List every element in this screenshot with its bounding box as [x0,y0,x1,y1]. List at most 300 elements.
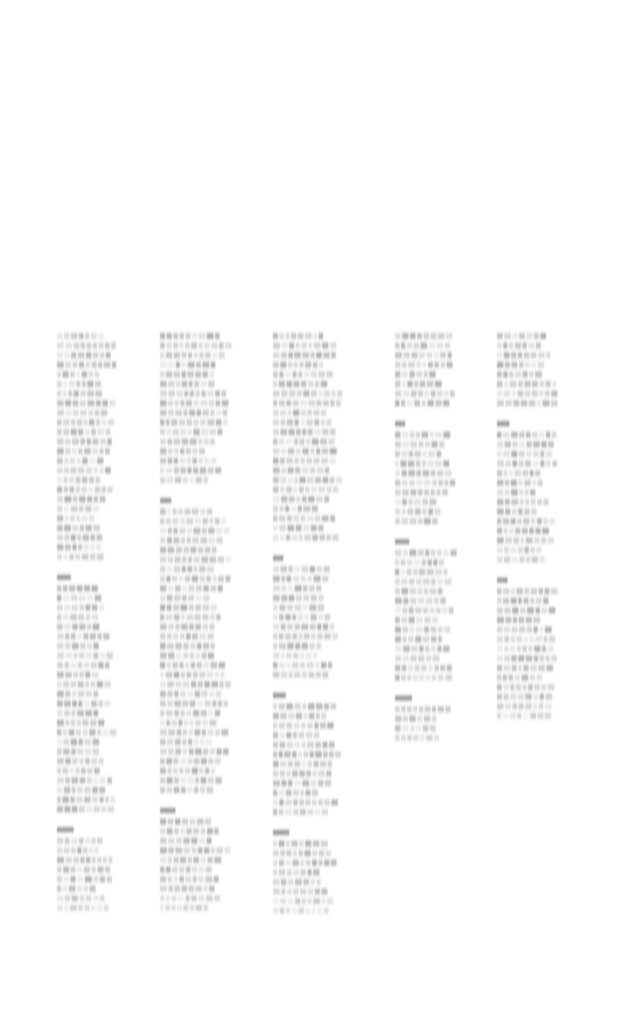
glyph-mark [414,499,421,505]
glyph-mark [538,665,545,671]
glyph-mark [182,819,188,825]
glyph-mark [63,391,67,397]
glyph-mark [101,806,106,812]
glyph-mark [416,461,421,467]
column-top-fade [156,308,233,330]
glyph-mark [530,675,535,681]
glyph-mark [57,477,62,483]
glyph-mark [331,352,336,358]
glyph-mark [180,633,185,639]
glyph-mark [424,518,431,524]
glyph-mark [286,535,290,541]
glyph-mark [198,876,204,882]
glyph-mark [100,653,106,659]
glyph-mark [303,605,308,611]
glyph-mark [195,605,201,611]
glyph-mark [332,633,338,639]
glyph-mark [532,381,538,387]
glyph-mark [552,461,557,467]
glyph-mark [542,646,546,652]
glyph-mark [174,352,180,358]
glyph-mark [280,761,286,767]
glyph-mark [173,509,178,515]
glyph-mark [328,761,332,767]
glyph-mark [273,653,280,659]
glyph-mark [73,672,78,678]
glyph-mark [186,710,191,716]
glyph-mark [173,333,178,339]
glyph-mark [106,352,111,358]
glyph-mark [497,547,503,553]
glyph-mark [64,506,70,512]
glyph-mark [92,439,98,445]
glyph-mark [432,518,438,524]
glyph-mark [444,391,449,397]
glyph-mark [293,790,299,796]
glyph-mark [92,448,98,454]
glyph-mark [85,876,92,882]
glyph-mark [57,662,63,668]
glyph-mark [87,343,92,349]
glyph-mark [57,371,61,377]
glyph-mark [76,797,82,803]
glyph-mark [181,614,185,620]
glyph-mark [529,528,534,534]
glyph-mark [409,617,415,623]
glyph-mark [166,867,171,873]
glyph-mark [434,509,440,515]
glyph-mark [537,675,543,681]
glyph-mark [511,451,517,457]
glyph-mark [191,681,196,687]
glyph-mark [82,458,87,464]
glyph-mark [90,544,95,550]
glyph-mark [85,333,89,339]
glyph-mark [497,617,504,623]
glyph-mark [293,410,299,416]
glyph-mark [223,419,227,425]
glyph-mark [530,547,535,553]
glyph-mark [434,352,439,358]
glyph-mark [180,518,185,524]
glyph-mark [513,617,517,623]
column-bottom-fade [156,886,233,946]
glyph-mark [187,691,193,697]
glyph-mark [80,439,85,445]
glyph-mark [168,838,175,844]
glyph-mark [160,691,166,697]
glyph-mark [287,771,291,777]
glyph-mark [57,777,64,783]
glyph-mark [512,607,518,613]
glyph-mark [335,751,341,757]
block-heading-mark [273,556,283,561]
glyph-mark [182,595,187,601]
glyph-mark [91,662,97,668]
glyph-mark [416,579,422,585]
glyph-mark [173,343,177,349]
glyph-mark [519,489,523,495]
glyph-mark [85,681,89,687]
glyph-mark [207,828,213,834]
glyph-mark [63,381,67,387]
glyph-mark [286,653,291,659]
glyph-mark [215,518,220,524]
glyph-mark [521,400,528,406]
glyph-mark [515,343,521,349]
glyph-mark [539,391,543,397]
glyph-mark [63,867,69,873]
glyph-mark [57,653,64,659]
glyph-mark [414,381,418,387]
glyph-mark [160,662,165,668]
glyph-mark [203,410,209,416]
glyph-mark [68,391,72,397]
glyph-mark [401,461,407,467]
glyph-mark [77,419,82,425]
glyph-mark [292,614,296,620]
glyph-mark [215,672,219,678]
block-heading-mark [395,696,412,701]
glyph-mark [445,579,452,585]
glyph-mark [281,343,287,349]
glyph-mark [419,569,426,575]
glyph-mark [57,643,64,649]
glyph-mark [273,809,277,815]
glyph-mark [160,787,165,793]
glyph-mark [70,371,75,377]
glyph-mark [311,780,317,786]
glyph-mark [85,749,91,755]
glyph-mark [166,758,172,764]
glyph-mark [207,787,214,793]
glyph-mark [189,819,195,825]
glyph-mark [322,515,329,521]
glyph-mark [497,362,503,368]
glyph-mark [195,720,201,726]
glyph-mark [189,605,194,611]
glyph-mark [326,771,331,777]
glyph-mark [281,496,287,502]
glyph-mark [497,432,502,438]
glyph-mark [103,857,107,863]
glyph-mark [315,515,321,521]
glyph-mark [523,371,528,377]
glyph-mark [438,588,443,594]
glyph-mark [181,362,186,368]
glyph-mark [57,614,62,620]
glyph-mark [273,595,280,601]
glyph-mark [72,624,78,630]
glyph-mark [199,838,205,844]
glyph-mark [87,496,92,502]
glyph-mark [526,537,533,543]
glyph-mark [416,627,423,633]
glyph-mark [444,627,450,633]
glyph-mark [531,588,538,594]
glyph-mark [497,557,503,563]
glyph-mark [193,419,198,425]
glyph-mark [325,614,331,620]
glyph-mark [518,655,524,661]
glyph-mark [541,684,546,690]
glyph-mark [279,809,284,815]
glyph-mark [91,758,97,764]
glyph-mark [188,777,194,783]
glyph-mark [273,343,280,349]
glyph-mark [192,537,199,543]
glyph-mark [289,343,294,349]
glyph-mark [302,703,306,709]
glyph-mark [57,739,62,745]
glyph-mark [281,672,288,678]
glyph-mark [203,362,210,368]
glyph-mark [530,598,534,604]
glyph-mark [294,439,298,445]
glyph-mark [72,806,78,812]
glyph-mark [203,477,208,483]
glyph-mark [64,624,71,630]
glyph-mark [206,867,212,873]
glyph-mark [395,706,400,712]
glyph-mark [97,633,101,639]
glyph-mark [306,439,310,445]
glyph-mark [71,419,76,425]
glyph-mark [395,550,401,556]
glyph-mark [546,432,550,438]
glyph-mark [72,643,79,649]
glyph-mark [273,850,279,856]
glyph-mark [73,857,78,863]
glyph-mark [77,867,83,873]
glyph-mark [428,362,433,368]
glyph-mark [447,362,453,368]
glyph-mark [175,477,181,483]
glyph-mark [87,381,93,387]
glyph-mark [195,624,201,630]
glyph-mark [407,509,413,515]
glyph-mark [294,703,301,709]
glyph-mark [299,487,304,493]
glyph-mark [82,371,88,377]
glyph-mark [76,477,81,483]
glyph-mark [542,528,549,534]
glyph-mark [65,496,72,502]
glyph-mark [522,646,526,652]
column-bottom-fade [269,889,343,949]
glyph-mark [295,742,301,748]
glyph-mark [175,847,182,853]
glyph-mark [401,343,405,349]
glyph-mark [203,624,209,630]
glyph-mark [440,665,445,671]
glyph-mark [330,624,335,630]
glyph-mark [308,343,312,349]
glyph-mark [288,761,293,767]
glyph-mark [193,528,200,534]
glyph-mark [429,371,435,377]
glyph-mark [168,458,173,464]
glyph-mark [195,371,201,377]
glyph-mark [216,419,222,425]
glyph-mark [322,576,329,582]
glyph-mark [299,799,304,805]
glyph-mark [286,790,292,796]
glyph-mark [410,518,417,524]
glyph-mark [93,352,98,358]
glyph-mark [77,535,81,541]
glyph-mark [318,371,325,377]
glyph-mark [89,729,95,735]
glyph-mark [402,489,409,495]
glyph-mark [443,461,449,467]
glyph-mark [289,672,293,678]
glyph-mark [292,535,298,541]
glyph-mark [160,710,165,716]
glyph-mark [281,467,286,473]
glyph-mark [168,857,172,863]
glyph-mark [93,624,100,630]
glyph-mark [323,742,328,748]
glyph-mark [167,429,172,435]
glyph-mark [57,729,61,735]
glyph-mark [166,672,173,678]
glyph-mark [336,400,341,406]
glyph-mark [281,624,286,630]
glyph-mark [189,381,193,387]
glyph-mark [100,496,106,502]
glyph-mark [71,595,77,601]
glyph-mark [299,477,305,483]
glyph-mark [160,343,165,349]
glyph-mark [92,857,96,863]
glyph-mark [65,410,71,416]
glyph-mark [178,720,182,726]
glyph-mark [160,828,165,834]
glyph-mark [286,439,293,445]
glyph-mark [211,768,216,774]
glyph-mark [57,595,61,601]
glyph-mark [174,371,181,377]
glyph-mark [306,458,312,464]
glyph-mark [324,496,329,502]
glyph-mark [539,381,544,387]
glyph-mark [221,729,228,735]
glyph-mark [437,391,442,397]
glyph-mark [82,477,88,483]
glyph-mark [301,742,305,748]
glyph-mark [511,432,518,438]
glyph-mark [57,496,63,502]
glyph-mark [273,790,277,796]
glyph-mark [534,684,540,690]
glyph-mark [312,799,317,805]
glyph-mark [87,777,92,783]
glyph-mark [443,432,450,438]
glyph-mark [416,480,423,486]
glyph-mark [288,477,293,483]
glyph-mark [302,352,309,358]
glyph-mark [308,703,315,709]
glyph-mark [201,381,207,387]
glyph-mark [211,362,216,368]
glyph-mark [198,547,204,553]
glyph-mark [57,605,63,611]
glyph-mark [324,391,330,397]
glyph-mark [402,371,409,377]
glyph-mark [315,662,320,668]
glyph-mark [78,352,85,358]
glyph-mark [303,391,309,397]
glyph-mark [299,850,304,856]
glyph-mark [319,362,323,368]
glyph-mark [71,633,76,639]
glyph-mark [497,675,501,681]
glyph-mark [395,470,400,476]
glyph-mark [182,381,187,387]
glyph-mark [429,499,436,505]
glyph-mark [71,506,78,512]
glyph-mark [64,701,71,707]
glyph-mark [179,343,184,349]
glyph-mark [313,841,320,847]
glyph-mark [526,451,532,457]
glyph-mark [173,537,179,543]
glyph-mark [175,410,182,416]
glyph-mark [421,343,428,349]
glyph-mark [176,381,181,387]
glyph-mark [200,787,205,793]
glyph-mark [518,617,524,623]
glyph-mark [197,410,202,416]
glyph-mark [306,419,313,425]
glyph-mark [301,624,308,630]
text-column-4 [395,333,457,741]
glyph-mark [179,876,184,882]
glyph-mark [57,419,62,425]
glyph-mark [497,381,503,387]
glyph-mark [71,662,77,668]
glyph-mark [296,525,302,531]
glyph-mark [214,857,221,863]
glyph-mark [65,653,72,659]
glyph-mark [504,391,511,397]
glyph-mark [336,477,342,483]
glyph-mark [206,739,212,745]
glyph-mark [183,729,187,735]
glyph-mark [497,684,502,690]
glyph-mark [84,867,90,873]
glyph-mark [223,410,228,416]
glyph-mark [65,720,69,726]
glyph-mark [182,701,188,707]
glyph-mark [293,799,298,805]
glyph-mark [504,627,510,633]
glyph-mark [497,441,503,447]
glyph-mark [78,662,83,668]
glyph-mark [166,710,173,716]
glyph-mark [72,448,77,454]
glyph-mark [326,535,331,541]
glyph-mark [69,477,74,483]
glyph-mark [64,847,70,853]
glyph-mark [427,461,433,467]
glyph-mark [314,576,321,582]
glyph-mark [85,838,90,844]
glyph-mark [180,605,187,611]
glyph-mark [307,515,314,521]
glyph-mark [410,432,415,438]
